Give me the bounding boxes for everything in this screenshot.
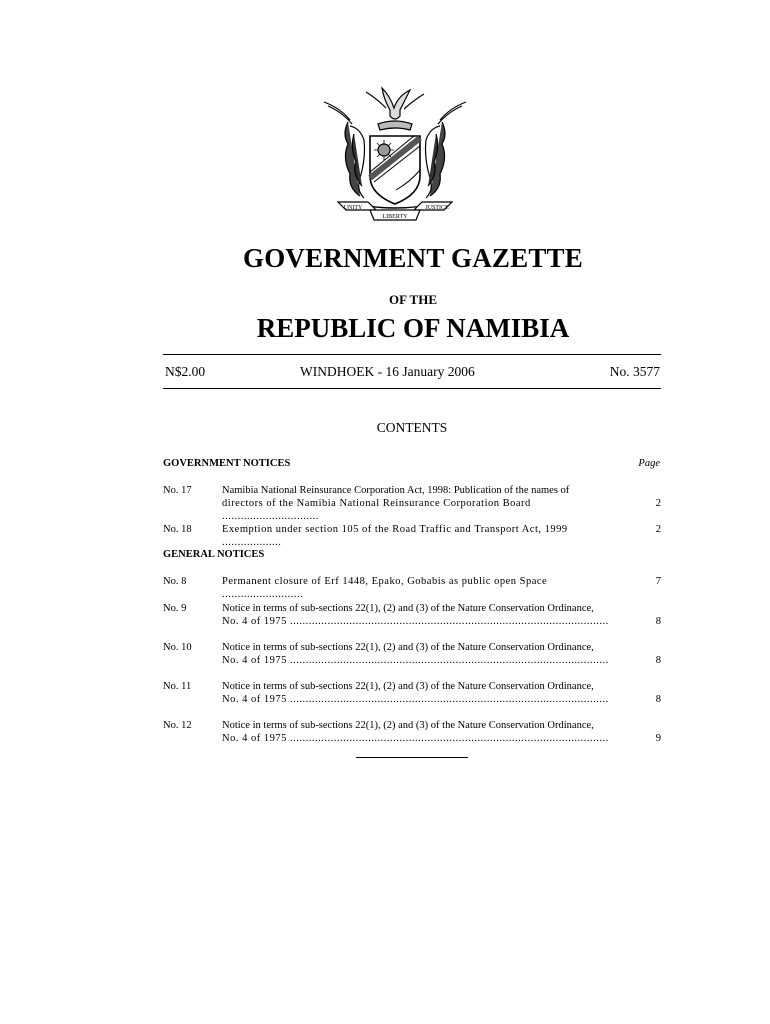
- notice-number: No. 10: [163, 642, 192, 653]
- gazette-title: GOVERNMENT GAZETTE: [243, 243, 583, 273]
- gazette-republic-title: REPUBLIC OF NAMIBIA: [256, 313, 570, 343]
- notice-title-line: Notice in terms of sub-sections 22(1), (2) and (3) of the Nature Conservation Ordinance,: [222, 720, 594, 731]
- notice-page: 2: [655, 498, 661, 509]
- notice-page: 8: [655, 616, 661, 627]
- notice-page: 2: [655, 524, 661, 535]
- notice-page: 7: [655, 576, 661, 587]
- notice-title: [222, 719, 627, 745]
- header-rule-bottom: [163, 388, 661, 389]
- notice-title: [222, 641, 627, 667]
- motto-justice: JUSTICE: [425, 205, 449, 211]
- page-column-heading: Page: [638, 458, 660, 469]
- list-item: [163, 641, 661, 667]
- notice-number: No. 9: [163, 603, 187, 614]
- list-item: [163, 523, 661, 548]
- contents-heading: CONTENTS: [376, 420, 448, 435]
- notice-number: No. 11: [163, 681, 192, 692]
- gazette-price: N$2.00: [165, 364, 206, 379]
- coat-of-arms-icon: [320, 78, 470, 228]
- notice-title: Permanent closure of Erf 1448, Epako, Gobabis as public open Space ..........................: [222, 576, 548, 600]
- notice-title: [222, 602, 627, 628]
- list-item: [163, 680, 661, 706]
- motto-unity: UNITY: [343, 205, 363, 211]
- notice-number: No. 18: [163, 524, 192, 535]
- notice-title-line: No. 4 of 1975 ......................................................................................................: [222, 694, 609, 705]
- notice-number: No. 17: [163, 485, 192, 496]
- notice-title-line: No. 4 of 1975 ......................................................................................................: [222, 733, 609, 744]
- notice-title-line: directors of the Namibia National Reinsurance Corporation Board ...............................: [222, 498, 531, 522]
- notice-page: 8: [655, 655, 661, 666]
- header-rule-top: [163, 354, 661, 355]
- notice-title: Exemption under section 105 of the Road Traffic and Transport Act, 1999 ...................: [222, 524, 568, 548]
- notice-title-line: Namibia National Reinsurance Corporation Act, 1998: Publication of the names of: [222, 485, 570, 496]
- general-notices-heading: GENERAL NOTICES: [163, 549, 265, 560]
- notice-title-line: Notice in terms of sub-sections 22(1), (2) and (3) of the Nature Conservation Ordinance,: [222, 642, 594, 653]
- notice-title-line: Notice in terms of sub-sections 22(1), (2) and (3) of the Nature Conservation Ordinance,: [222, 603, 594, 614]
- notice-number: No. 12: [163, 720, 192, 731]
- notice-title-line: No. 4 of 1975 ......................................................................................................: [222, 616, 609, 627]
- gazette-date: WINDHOEK - 16 January 2006: [300, 364, 475, 379]
- list-item: [163, 484, 661, 522]
- list-item: [163, 575, 661, 600]
- notice-number: No. 8: [163, 576, 187, 587]
- list-item: [163, 602, 661, 628]
- notice-title-line: No. 4 of 1975 ......................................................................................................: [222, 655, 609, 666]
- notice-page: 9: [655, 733, 661, 744]
- gazette-number: No. 3577: [609, 364, 660, 379]
- notice-title: [222, 680, 627, 706]
- government-notices-heading: GOVERNMENT NOTICES: [163, 458, 291, 469]
- motto-liberty: LIBERTY: [382, 214, 408, 220]
- notice-title: [222, 484, 627, 523]
- notice-page: 8: [655, 694, 661, 705]
- end-divider: [356, 757, 468, 758]
- gazette-subtitle-of: OF THE: [388, 292, 438, 307]
- notice-title-line: Notice in terms of sub-sections 22(1), (2) and (3) of the Nature Conservation Ordinance,: [222, 681, 594, 692]
- list-item: [163, 719, 661, 745]
